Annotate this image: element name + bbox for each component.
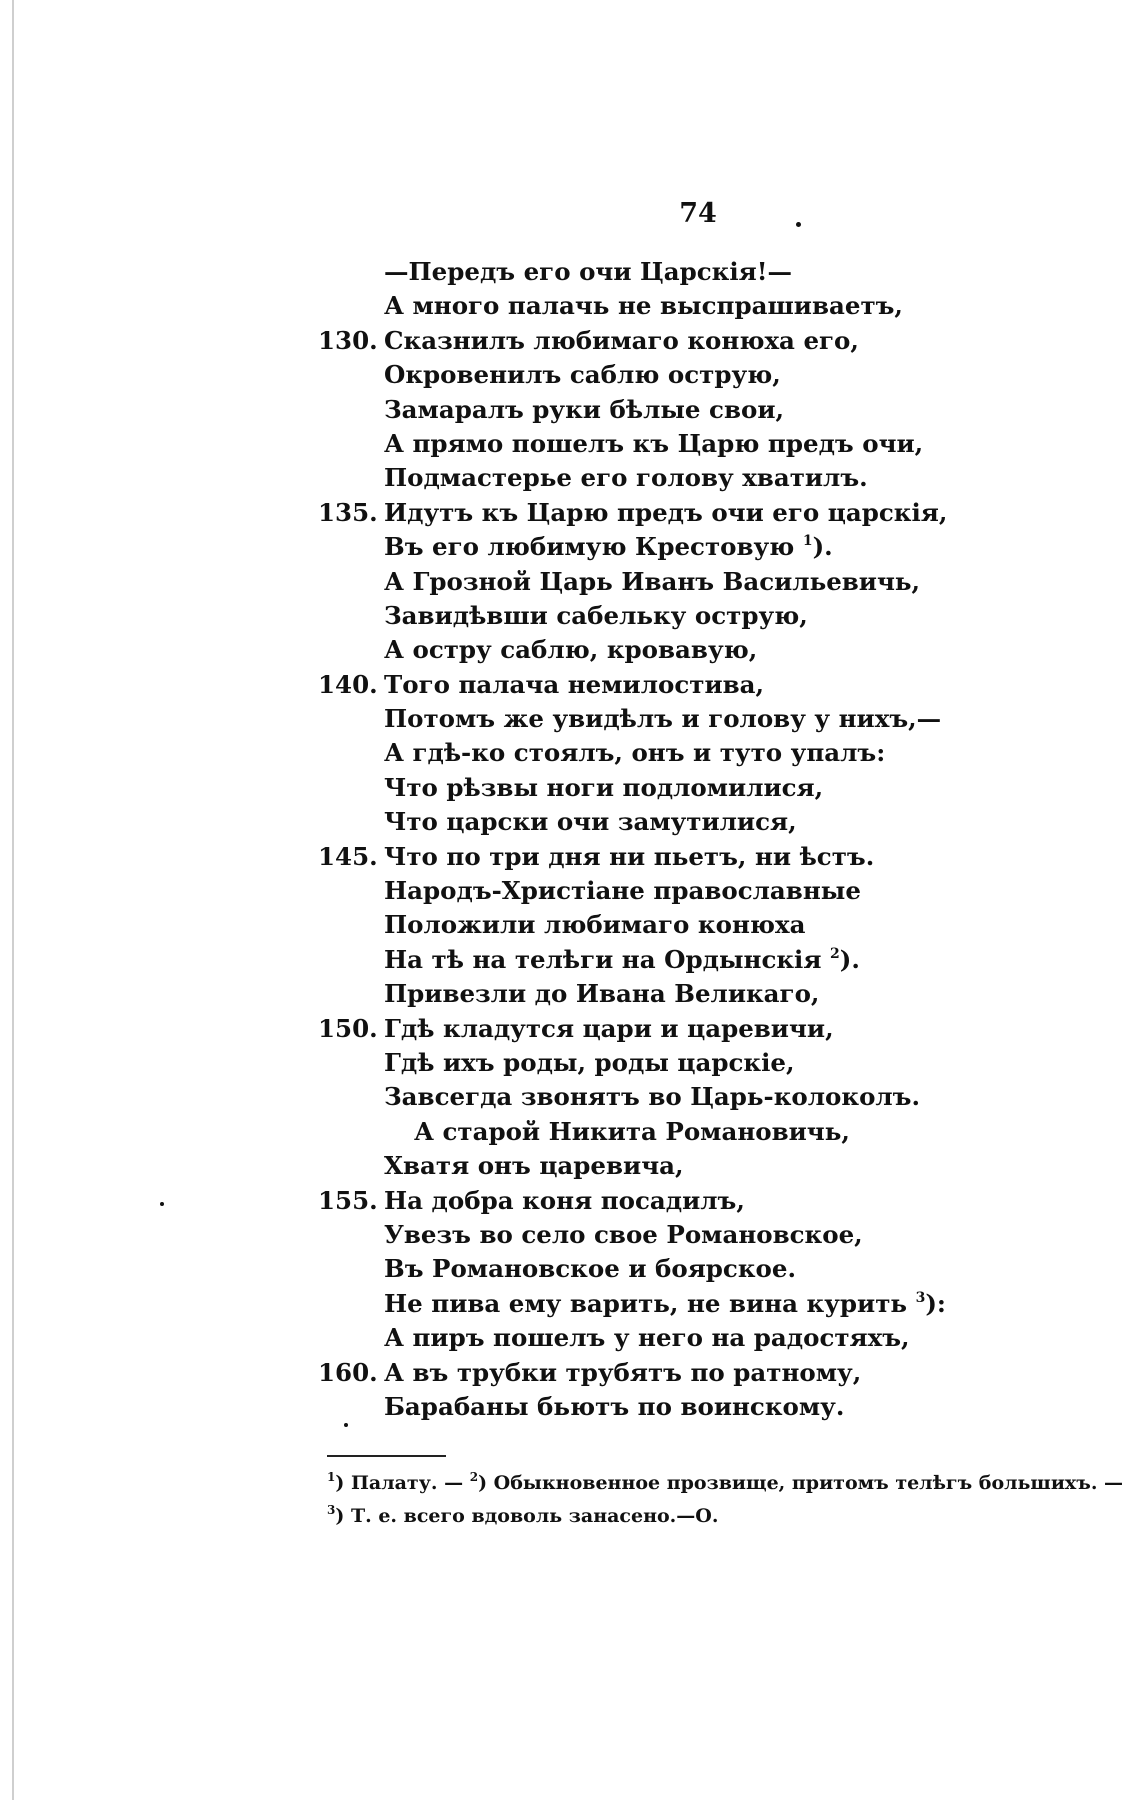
- verse-line: [0, 736, 1140, 770]
- line-number: 150.: [318, 1013, 378, 1043]
- verse-line: [0, 1390, 1140, 1424]
- line-number: 155.: [318, 1185, 378, 1215]
- verse-line: [0, 1046, 1140, 1080]
- verse-line: [0, 1115, 1140, 1149]
- line-number: 145.: [318, 841, 378, 871]
- line-text-tail: ):: [925, 1288, 946, 1318]
- verse-line: [0, 255, 1140, 289]
- verse-line: [0, 1184, 1140, 1218]
- line-text: [384, 1012, 834, 1046]
- footnote-rule: [327, 1455, 446, 1457]
- footnote-line: [327, 1500, 1087, 1533]
- line-text-main: Что царски очи замутилися,: [384, 807, 797, 837]
- line-text-main: Въ его любимую Крестовую: [384, 532, 795, 562]
- line-text-main: Сказнилъ любимаго конюха его,: [384, 325, 859, 355]
- line-text: [384, 668, 764, 702]
- line-text: [384, 1321, 910, 1355]
- line-text: [384, 1390, 844, 1424]
- line-text: [384, 874, 861, 908]
- footnote-ref: 2: [830, 945, 840, 962]
- line-text-main: А гдѣ-ко стоялъ, онъ и туто упалъ:: [384, 738, 886, 768]
- verse-line: [0, 1356, 1140, 1390]
- page-number-dot: [796, 222, 801, 227]
- verse-line: [0, 943, 1140, 977]
- line-text-main: Народъ-Христiане православные: [384, 876, 861, 906]
- verse-line: [0, 1012, 1140, 1046]
- verse-line: [0, 289, 1140, 323]
- line-text-main: Что по три дня ни пьетъ, ни ѣстъ.: [384, 841, 875, 871]
- verse-line: [0, 840, 1140, 874]
- line-text-tail: ).: [812, 532, 833, 562]
- line-text: [414, 1115, 850, 1149]
- line-text: [384, 599, 808, 633]
- line-number: 140.: [318, 669, 378, 699]
- line-text-main: А старой Никита Романовичь,: [414, 1116, 850, 1146]
- line-text-main: А много палачь не выспрашиваетъ,: [384, 291, 903, 321]
- verse-line: [0, 908, 1140, 942]
- footnote-text: ) Обыкновенное прозвище, притомъ телѣгъ большихъ. —: [478, 1472, 1124, 1494]
- line-text: [384, 496, 947, 530]
- line-text: [384, 358, 781, 392]
- line-number: 135.: [318, 497, 378, 527]
- footnotes: [327, 1467, 1124, 1533]
- line-text-main: Что рѣзвы ноги подломилися,: [384, 772, 824, 802]
- line-text: [384, 977, 819, 1011]
- footnote-ref: 3: [915, 1289, 926, 1306]
- verse-block: [0, 255, 1140, 1424]
- line-text: [384, 393, 784, 427]
- line-text: [384, 289, 903, 323]
- verse-line: [0, 1218, 1140, 1252]
- verse-line: [0, 1080, 1140, 1114]
- footnote-marker: 3: [327, 1503, 336, 1517]
- footnote-marker: 2: [469, 1470, 479, 1484]
- line-text: [384, 805, 797, 839]
- line-text-main: Того палача немилостива,: [384, 669, 765, 699]
- line-text-main: Замаралъ руки бѣлые свои,: [384, 394, 785, 424]
- line-text-main: А пиръ пошелъ у него на радостяхъ,: [384, 1323, 910, 1353]
- verse-line: [0, 393, 1140, 427]
- line-text: [384, 771, 823, 805]
- line-text-main: Завсегда звонятъ во Царь-колоколъ.: [384, 1082, 921, 1112]
- line-text-main: Гдѣ ихъ роды, роды царскiе,: [384, 1047, 795, 1077]
- line-text: [384, 1287, 946, 1321]
- line-text: [384, 1149, 684, 1183]
- line-text-main: А прямо пошелъ къ Царю предъ очи,: [384, 428, 924, 458]
- verse-line: [0, 977, 1140, 1011]
- line-text-main: Положили любимаго конюха: [384, 910, 806, 940]
- line-text: [384, 702, 941, 736]
- line-text: [384, 633, 757, 667]
- verse-line: [0, 1287, 1140, 1321]
- line-text-main: А въ трубки трубятъ по ратному,: [384, 1357, 862, 1387]
- verse-line: [0, 427, 1140, 461]
- line-text-main: А Грозной Царь Иванъ Васильевичь,: [384, 566, 921, 596]
- line-text: [384, 530, 833, 564]
- line-text-main: —Передъ его очи Царскiя!—: [384, 257, 792, 286]
- verse-line: [0, 668, 1140, 702]
- footnote-text: ) Палату. —: [335, 1472, 470, 1494]
- line-text: [384, 1184, 745, 1218]
- line-text: [384, 736, 885, 770]
- line-text-main: Увезъ во село свое Романовское,: [384, 1219, 863, 1249]
- line-text: [384, 1046, 795, 1080]
- verse-line: [0, 805, 1140, 839]
- line-text: [384, 565, 920, 599]
- line-number: 130.: [318, 325, 378, 355]
- verse-line: [0, 496, 1140, 530]
- line-number: 160.: [318, 1357, 378, 1387]
- line-text-main: Въ Романовское и боярское.: [384, 1254, 797, 1284]
- line-text: [384, 840, 874, 874]
- verse-line: [0, 1252, 1140, 1286]
- verse-line: [0, 1149, 1140, 1183]
- verse-line: [0, 771, 1140, 805]
- line-text: [384, 255, 792, 289]
- page-number: 74: [679, 198, 717, 229]
- line-text-main: А остру саблю, кровавую,: [384, 635, 758, 665]
- verse-line: [0, 1321, 1140, 1355]
- line-text-main: Не пива ему варить, не вина курить: [384, 1288, 908, 1318]
- verse-line: [0, 461, 1140, 495]
- verse-line: [0, 324, 1140, 358]
- line-text: [384, 1252, 796, 1286]
- line-text-main: Идутъ къ Царю предъ очи его царскiя,: [384, 497, 948, 527]
- verse-line: [0, 565, 1140, 599]
- verse-line: [0, 530, 1140, 564]
- line-text-main: Гдѣ кладутся цари и царевичи,: [384, 1013, 834, 1043]
- line-text-main: На тѣ на телѣги на Ордынскiя: [384, 944, 822, 974]
- verse-line: [0, 599, 1140, 633]
- stray-mark: [344, 1423, 348, 1427]
- line-text: [384, 324, 859, 358]
- line-text-main: Барабаны бьютъ по воинскому.: [384, 1391, 845, 1421]
- verse-line: [0, 358, 1140, 392]
- line-text-main: Подмастерье его голову хватилъ.: [384, 463, 868, 493]
- line-text: [384, 461, 868, 495]
- line-text-main: Завидѣвши сабельку острую,: [384, 600, 808, 630]
- line-text-tail: ).: [839, 944, 860, 974]
- line-text: [384, 908, 806, 942]
- footnote-marker: 1: [327, 1470, 336, 1484]
- line-text-main: Потомъ же увидѣлъ и голову у нихъ,—: [384, 704, 942, 734]
- footnote-text: ) Т. е. всего вдоволь занасено.—О.: [335, 1505, 719, 1527]
- line-text: [384, 943, 860, 977]
- verse-line: [0, 874, 1140, 908]
- line-text-main: Хватя онъ царевича,: [384, 1151, 684, 1181]
- stray-mark: [160, 1202, 164, 1206]
- footnote-line: [327, 1467, 1124, 1500]
- line-text-main: Привезли до Ивана Великаго,: [384, 979, 820, 1009]
- line-text-main: Окровенилъ саблю острую,: [384, 360, 781, 390]
- verse-line: [0, 633, 1140, 667]
- line-text: [384, 427, 923, 461]
- line-text: [384, 1356, 861, 1390]
- line-text: [384, 1218, 863, 1252]
- verse-line: [0, 702, 1140, 736]
- line-text: [384, 1080, 920, 1114]
- line-text-main: На добра коня посадилъ,: [384, 1185, 745, 1215]
- footnote-ref: 1: [802, 533, 813, 550]
